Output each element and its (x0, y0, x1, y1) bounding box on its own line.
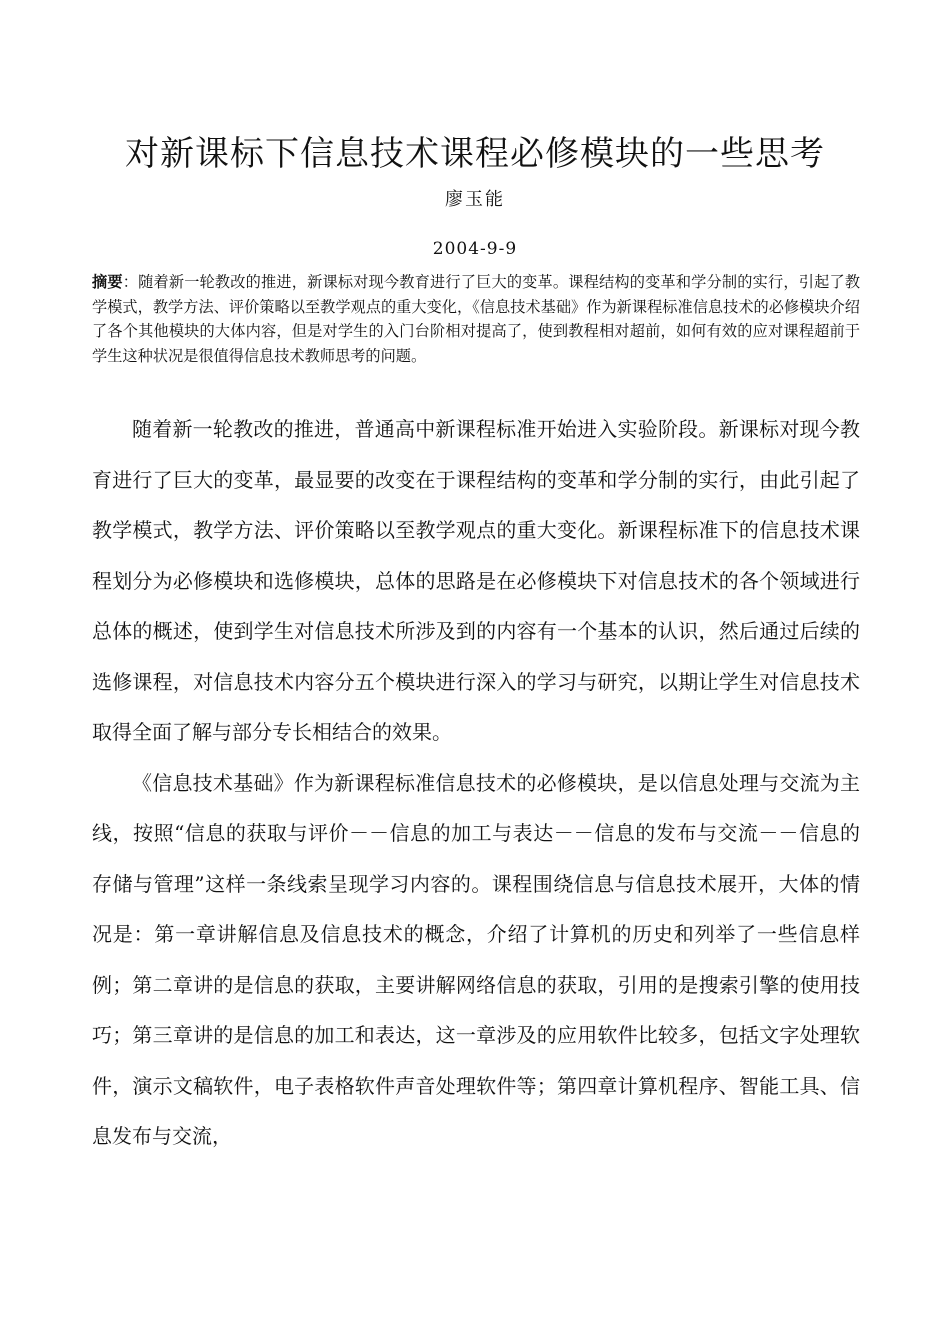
paragraph: 《信息技术基础》作为新课程标准信息技术的必修模块，是以信息处理与交流为主线，按照“信息的获取与评价－－信息的加工与表达－－信息的发布与交流－－信息的存储与管理”这样一条线索呈现学习内容的。课程围绕信息与信息技术展开，大体的情况是：第一章讲解信息及信息技术的概念，介绍了计算机的历史和列举了一些信息样例；第二章讲的是信息的获取，主要讲解网络信息的获取，引用的是搜索引擎的使用技巧；第三章讲的是信息的加工和表达，这一章涉及的应用软件比较多，包括文字处理软件，演示文稿软件，电子表格软件声音处理软件等；第四章计算机程序、智能工具、信息发布与交流， (92, 770, 860, 1148)
abstract-text: ：随着新一轮教改的推进，新课标对现今教育进行了巨大的变革。课程结构的变革和学分制的实行，引起了教学模式，教学方法、评价策略以至教学观点的重大变化，《信息技术基础》作为新课程标准信息技术的必修模块介绍了各个其他模块的大体内容，但是对学生的入门台阶相对提高了，使到教程相对超前，如何有效的应对课程超前于学生这种状况是很值得信息技术教师思考的问题。 (92, 273, 861, 365)
body-text (92, 404, 860, 1162)
document-date: 2004-9-9 (432, 239, 518, 259)
paragraph: 随着新一轮教改的推进，普通高中新课程标准开始进入实验阶段。新课标对现今教育进行了巨大的变革，最显要的改变在于课程结构的变革和学分制的实行，由此引起了教学模式，教学方法、评价策略以至教学观点的重大变化。新课程标准下的信息技术课程划分为必修模块和选修模块，总体的思路是在必修模块下对信息技术的各个领域进行总体的概述，使到学生对信息技术所涉及到的内容有一个基本的认识，然后通过后续的选修课程，对信息技术内容分五个模块进行深入的学习与研究，以期让学生对信息技术取得全面了解与部分专长相结合的效果。 (92, 417, 860, 744)
abstract (92, 270, 860, 368)
document-title: 对新课标下信息技术课程必修模块的一些思考 (125, 134, 825, 174)
author-name: 廖玉能 (445, 189, 505, 210)
abstract-label: 摘要 (92, 273, 123, 291)
